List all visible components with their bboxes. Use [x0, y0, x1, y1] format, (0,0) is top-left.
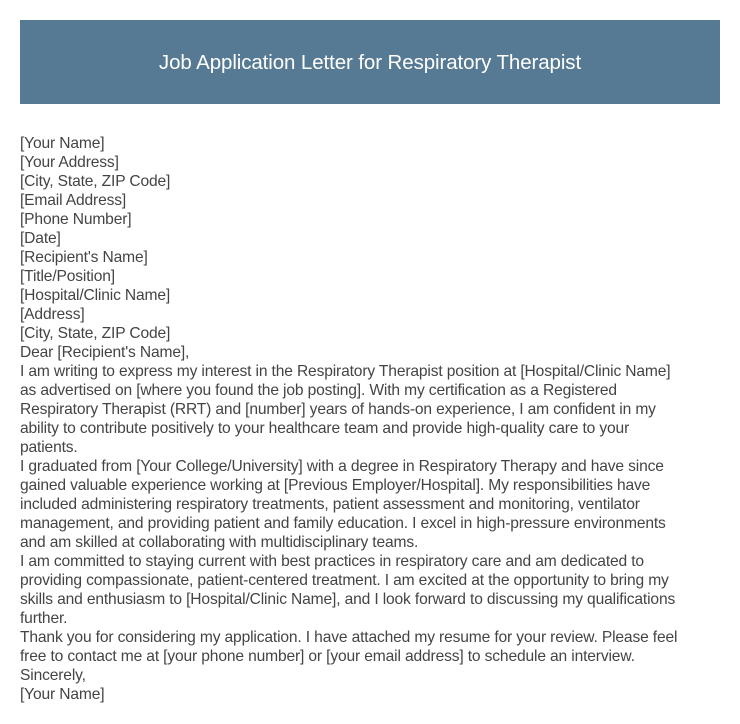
- sender-block: [20, 134, 730, 229]
- paragraph-thanks: [20, 628, 730, 666]
- paragraph-line: further.: [20, 610, 68, 627]
- sender-address: [Your Address]: [20, 154, 119, 171]
- recipient-title: [Title/Position]: [20, 268, 115, 285]
- sender-name: [Your Name]: [20, 135, 105, 152]
- recipient-block: [20, 248, 730, 343]
- paragraph-line: ability to contribute positively to your healthcare team and provide high-quality care to your: [20, 420, 630, 437]
- sender-phone: [Phone Number]: [20, 211, 132, 228]
- paragraph-line: included administering respiratory treatments, patient assessment and monitoring, ventilator: [20, 496, 640, 513]
- paragraph-commitment: [20, 552, 730, 628]
- paragraph-interest: [20, 362, 730, 457]
- page-header: [20, 20, 720, 104]
- letter-body: [20, 134, 730, 704]
- recipient-address: [Address]: [20, 306, 85, 323]
- paragraph-line: patients.: [20, 439, 78, 456]
- paragraph-line: and am skilled at collaborating with multidisciplinary teams.: [20, 534, 419, 551]
- paragraph-line: providing compassionate, patient-centered treatment. I am excited at the opportunity to bring my: [20, 572, 669, 589]
- salutation: Dear [Recipient's Name],: [20, 344, 190, 361]
- paragraph-line: Respiratory Therapist (RRT) and [number] years of hands-on experience, I am confident in my: [20, 401, 656, 418]
- paragraph-experience: [20, 457, 730, 552]
- recipient-city-state-zip: [City, State, ZIP Code]: [20, 325, 171, 342]
- paragraph-line: as advertised on [where you found the job posting]. With my certification as a Registered: [20, 382, 617, 399]
- page-title: Job Application Letter for Respiratory Therapist: [158, 51, 582, 74]
- paragraph-line: I graduated from [Your College/University] with a degree in Respiratory Therapy and have since: [20, 458, 664, 475]
- letter-date: [Date]: [20, 230, 61, 247]
- closing: Sincerely,: [20, 667, 86, 684]
- paragraph-line: I am writing to express my interest in the Respiratory Therapist position at [Hospital/Clinic Name]: [20, 363, 671, 380]
- paragraph-line: I am committed to staying current with best practices in respiratory care and am dedicated to: [20, 553, 644, 570]
- sender-city-state-zip: [City, State, ZIP Code]: [20, 173, 171, 190]
- paragraph-line: skills and enthusiasm to [Hospital/Clinic Name], and I look forward to discussing my qualifications: [20, 591, 676, 608]
- paragraph-line: free to contact me at [your phone number] or [your email address] to schedule an interview.: [20, 648, 635, 665]
- signature: [Your Name]: [20, 686, 105, 703]
- recipient-organization: [Hospital/Clinic Name]: [20, 287, 171, 304]
- sender-email: [Email Address]: [20, 192, 127, 209]
- recipient-name: [Recipient's Name]: [20, 249, 148, 266]
- paragraph-line: management, and providing patient and family education. I excel in high-pressure environments: [20, 515, 666, 532]
- paragraph-line: gained valuable experience working at [Previous Employer/Hospital]. My responsibilities have: [20, 477, 651, 494]
- paragraph-line: Thank you for considering my application. I have attached my resume for your review. Please feel: [20, 629, 678, 646]
